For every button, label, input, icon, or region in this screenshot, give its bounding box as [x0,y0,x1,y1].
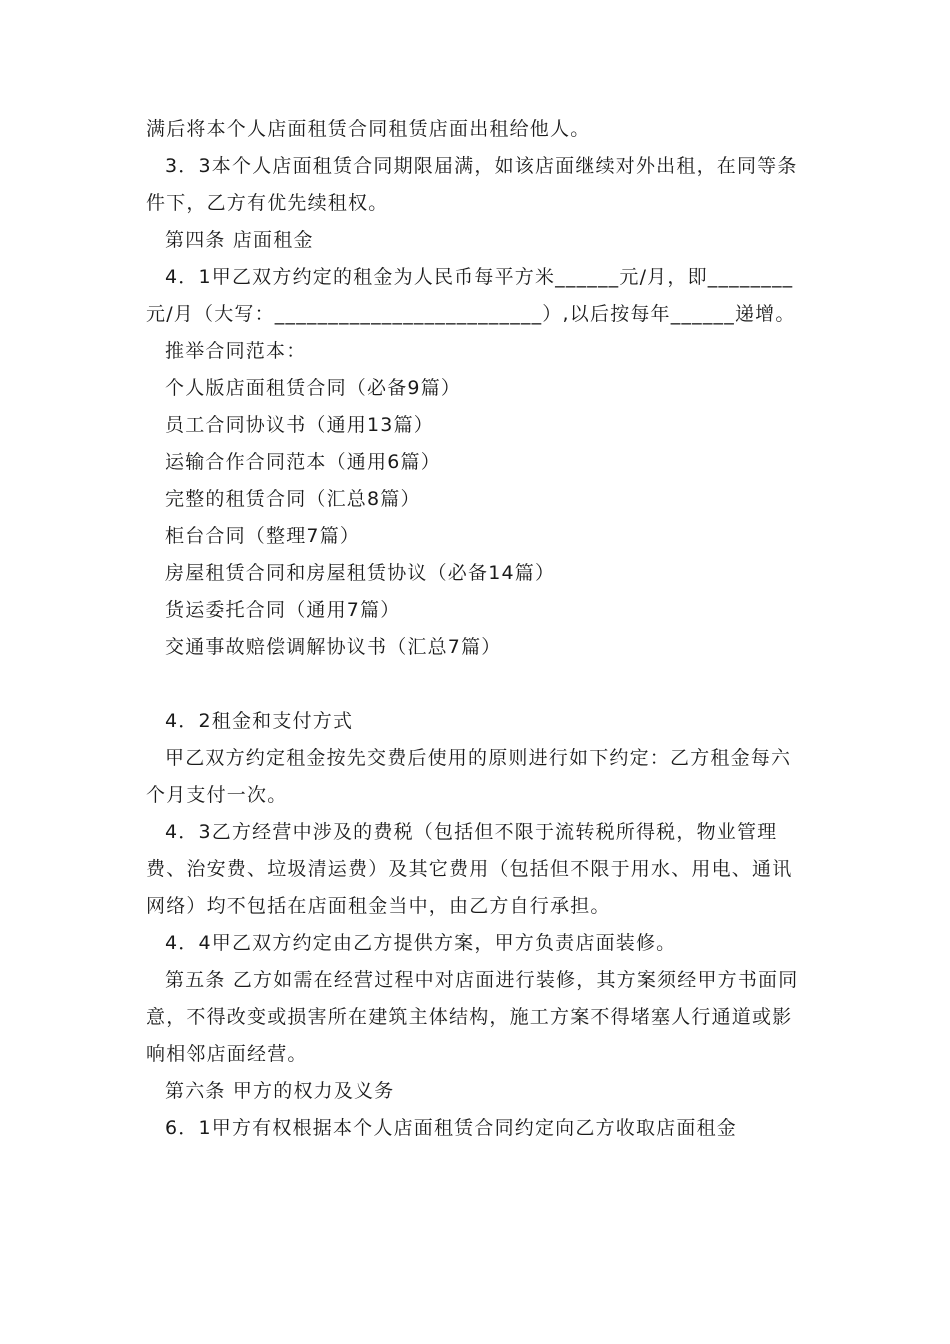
article-4-heading: 第四条 店面租金 [165,229,314,251]
payment-terms: 甲乙双方约定租金按先交费后使用的原则进行如下约定：乙方租金每六个月支付一次。 [146,747,792,806]
template-link[interactable]: 完整的租赁合同（汇总8篇） [165,488,421,510]
document-body [146,111,810,1147]
clause-4-4: 4．4甲乙双方约定由乙方提供方案，甲方负责店面装修。 [165,932,677,954]
template-link[interactable]: 柜台合同（整理7篇） [165,525,361,547]
template-link[interactable]: 房屋租赁合同和房屋租赁协议（必备14篇） [165,562,556,584]
template-link[interactable]: 交通事故赔偿调解协议书（汇总7篇） [165,636,502,658]
paragraph-lease-continuation: 满后将本个人店面租赁合同租赁店面出租给他人。 [146,118,591,140]
template-link[interactable]: 货运委托合同（通用7篇） [165,599,401,621]
article-5: 第五条 乙方如需在经营过程中对店面进行装修，其方案须经甲方书面同意，不得改变或损害所在建筑主体结构，施工方案不得堵塞人行通道或影响相邻店面经营。 [146,969,799,1065]
template-link[interactable]: 个人版店面租赁合同（必备9篇） [165,377,462,399]
template-link[interactable]: 员工合同协议书（通用13篇） [165,414,434,436]
clause-4-2: 4．2租金和支付方式 [165,710,354,732]
clause-4-1: 4．1甲乙双方约定的租金为人民币每平方米______元/月，即________元/月（大写：_________________________）,以后按每年______递增。 [146,266,796,325]
recommended-templates-heading: 推举合同范本： [165,340,307,362]
clause-6-1: 6．1甲方有权根据本个人店面租赁合同约定向乙方收取店面租金 [165,1117,737,1139]
blank-line [146,666,810,703]
template-link[interactable]: 运输合作合同范本（通用6篇） [165,451,441,473]
article-6-heading: 第六条 甲方的权力及义务 [165,1080,395,1102]
clause-4-3: 4．3乙方经营中涉及的费税（包括但不限于流转税所得税，物业管理费、治安费、垃圾清运费）及其它费用（包括但不限于用水、用电、通讯网络）均不包括在店面租金当中，由乙方自行承担。 [146,821,793,917]
clause-3-3: 3．3本个人店面租赁合同期限届满，如该店面继续对外出租，在同等条件下，乙方有优先续租权。 [146,155,798,214]
